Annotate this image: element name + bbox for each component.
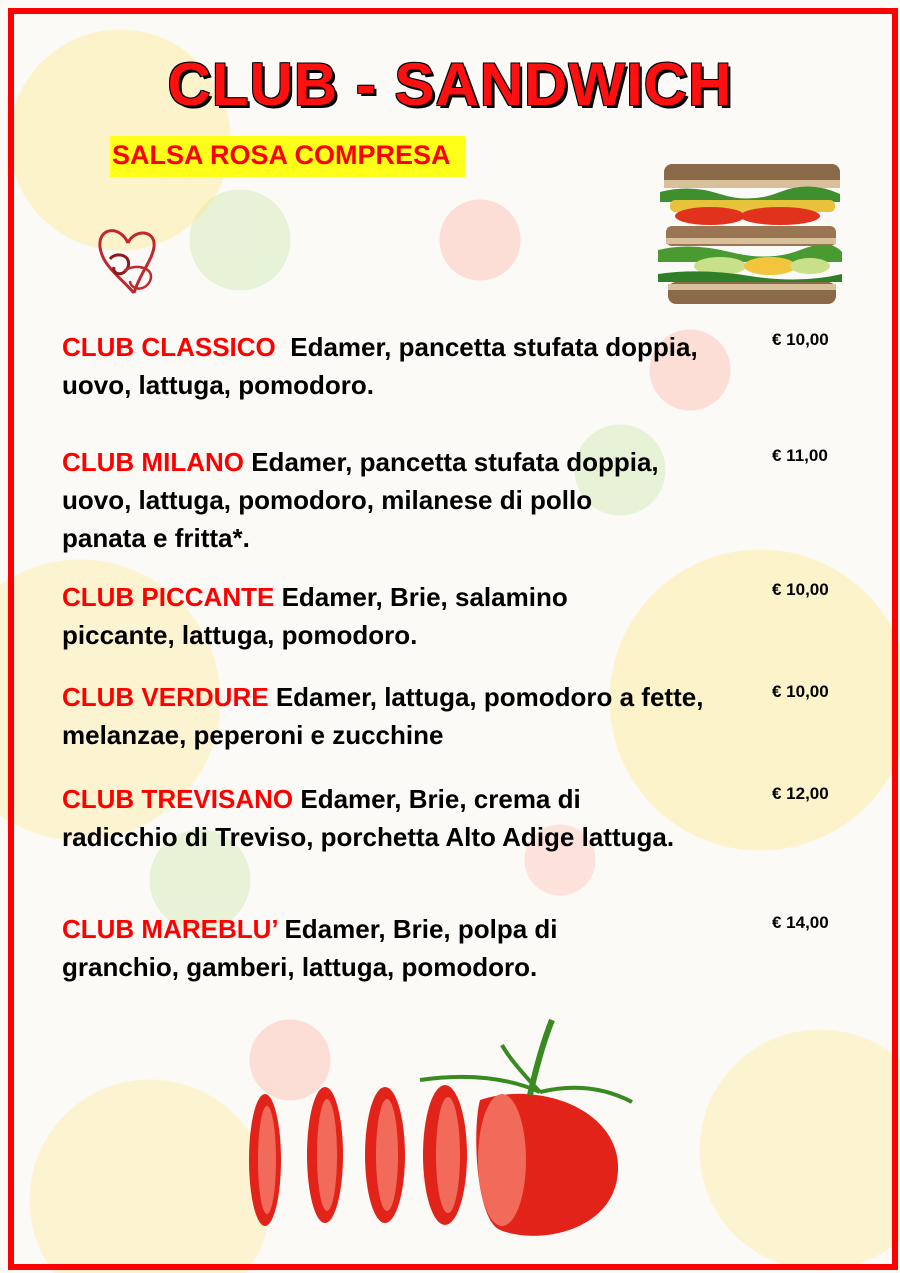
menu-item-name: CLUB PICCANTE bbox=[62, 582, 275, 612]
menu-item-name: CLUB VERDURE bbox=[62, 682, 269, 712]
menu-item-price: € 10,00 bbox=[772, 682, 829, 701]
sliced-tomato-illustration bbox=[240, 1010, 640, 1250]
menu-item-club-piccante bbox=[62, 578, 682, 654]
menu-item-name: CLUB MAREBLU’ bbox=[62, 914, 278, 944]
menu-item-club-trevisano bbox=[62, 780, 702, 856]
menu-item-price: € 10,00 bbox=[772, 580, 829, 599]
menu-item-price: € 14,00 bbox=[772, 913, 829, 932]
page-title: CLUB - SANDWICH bbox=[167, 51, 733, 118]
subtitle-banner: SALSA ROSA COMPRESA bbox=[110, 136, 465, 177]
menu-item-price: € 10,00 bbox=[772, 330, 829, 349]
menu-item-description: Edamer, Brie, salamino piccante, lattuga, pomodoro. bbox=[62, 582, 568, 650]
menu-item-club-classico bbox=[62, 328, 752, 404]
menu-item-description: Edamer, Brie, polpa di granchio, gamberi, lattuga, pomodoro. bbox=[62, 914, 558, 982]
menu-item-name: CLUB CLASSICO bbox=[62, 332, 276, 362]
heart-logo-icon bbox=[90, 215, 170, 305]
menu-item-description: Edamer, pancetta stufata doppia, uovo, lattuga, pomodoro. bbox=[62, 332, 698, 400]
club-sandwich-illustration bbox=[650, 150, 850, 320]
menu-item-club-mareblu bbox=[62, 910, 662, 986]
menu-item-club-verdure bbox=[62, 678, 752, 754]
menu-item-price: € 11,00 bbox=[772, 446, 828, 465]
menu-item-description: Edamer, Brie, crema di radicchio di Treviso, porchetta Alto Adige lattuga. bbox=[62, 784, 675, 852]
menu-item-name: CLUB MILANO bbox=[62, 447, 244, 477]
menu-item-description: Edamer, lattuga, pomodoro a fette, melanzae, peperoni e zucchine bbox=[62, 682, 704, 750]
menu-item-name: CLUB TREVISANO bbox=[62, 784, 294, 814]
menu-item-price: € 12,00 bbox=[772, 784, 829, 803]
menu-item-club-milano bbox=[62, 443, 682, 557]
menu-item-description: Edamer, pancetta stufata doppia, uovo, lattuga, pomodoro, milanese di pollo panata e fritta*. bbox=[62, 447, 659, 553]
